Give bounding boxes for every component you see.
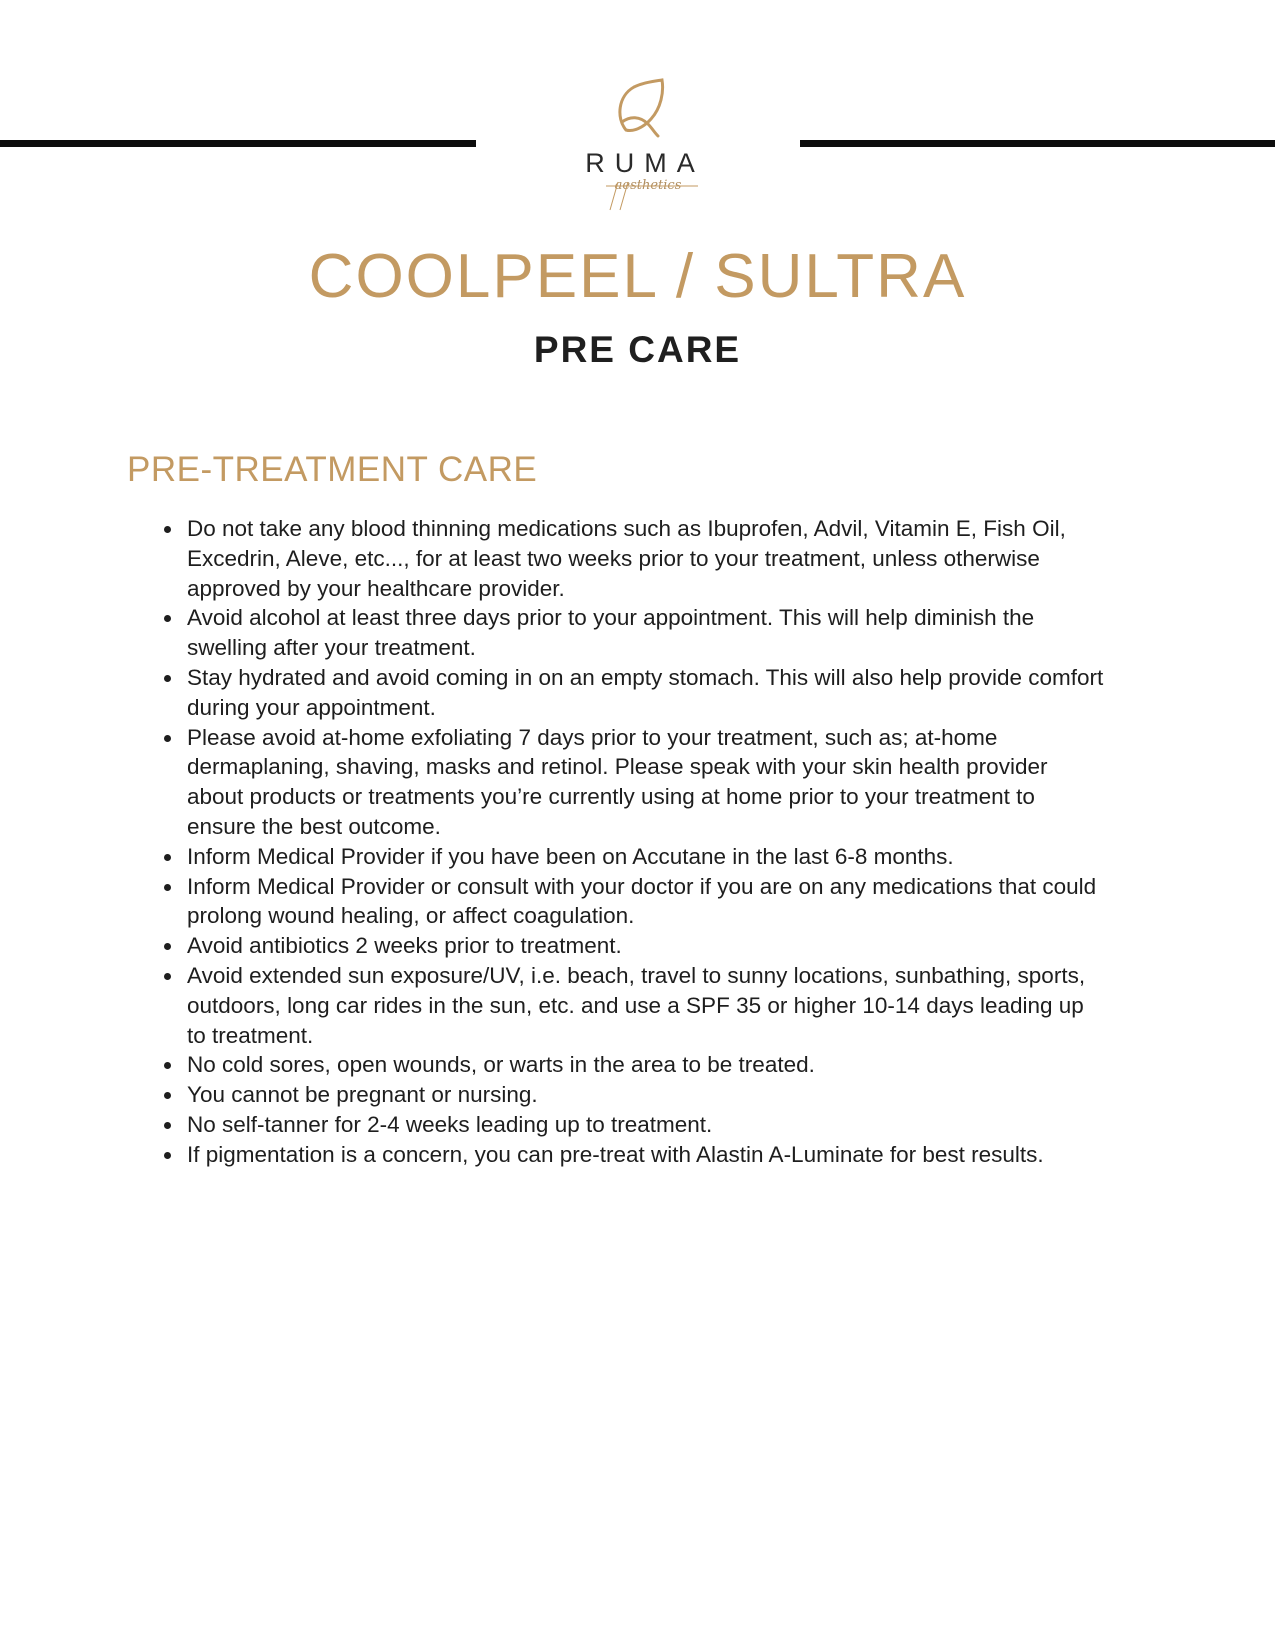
list-item <box>187 872 1107 932</box>
bullet-icon <box>164 526 171 533</box>
bullet-icon <box>164 973 171 980</box>
list-item-text: Avoid antibiotics 2 weeks prior to treatment. <box>187 933 622 959</box>
list-item-text: No cold sores, open wounds, or warts in the area to be treated. <box>187 1052 815 1078</box>
list-item <box>187 1140 1107 1170</box>
bullet-icon <box>164 615 171 622</box>
list-item-text: Inform Medical Provider or consult with your doctor if you are on any medications that could prolong wound healing, or affect coagulation. <box>187 873 1097 929</box>
bullet-icon <box>164 735 171 742</box>
bullet-icon <box>164 1122 171 1129</box>
list-item <box>187 1080 1107 1110</box>
list-item-text: You cannot be pregnant or nursing. <box>187 1082 538 1108</box>
list-item <box>187 961 1107 1050</box>
page-subtitle: PRE CARE <box>533 329 742 370</box>
bullet-icon <box>164 943 171 950</box>
list-item <box>187 663 1107 723</box>
list-item-text: Inform Medical Provider if you have been on Accutane in the last 6-8 months. <box>187 843 954 869</box>
section-heading: PRE-TREATMENT CARE <box>127 450 538 489</box>
header-rule-left <box>0 140 476 147</box>
list-item <box>187 603 1107 663</box>
bullet-icon <box>164 675 171 682</box>
brand-name: RUMA <box>585 148 705 178</box>
list-item <box>187 1110 1107 1140</box>
list-item-text: Avoid extended sun exposure/UV, i.e. beach, travel to sunny locations, sunbathing, sports, outdoors, long car rides in the sun, etc. and use a SPF 35 or higher 10-14 days leading up to treatment. <box>187 962 1086 1048</box>
signature-flourish <box>588 178 708 212</box>
list-item-text: Stay hydrated and avoid coming in on an empty stomach. This will also help provide comfort during your appointment. <box>187 664 1104 720</box>
list-item-text: If pigmentation is a concern, you can pre-treat with Alastin A-Luminate for best results. <box>187 1141 1044 1167</box>
list-item-text: No self-tanner for 2-4 weeks leading up to treatment. <box>187 1111 713 1137</box>
bullet-icon <box>164 854 171 861</box>
list-item-text: Please avoid at-home exfoliating 7 days prior to your treatment, such as; at-home dermaplaning, shaving, masks and retinol. Please speak with your skin health provider about products or treatments you’re currently using at home prior to your treatment to ensure the best outcome. <box>187 724 1048 839</box>
list-item <box>187 931 1107 961</box>
bullet-icon <box>164 1092 171 1099</box>
header-rule-right <box>800 140 1275 147</box>
list-item <box>187 1050 1107 1080</box>
brand-tagline: aesthetics <box>614 178 682 193</box>
list-item-text: Avoid alcohol at least three days prior to your appointment. This will help diminish the swelling after your treatment. <box>187 605 1035 661</box>
brand-logo <box>560 78 720 212</box>
pre-treatment-list <box>187 514 1107 1170</box>
list-item <box>187 842 1107 872</box>
bullet-icon <box>164 1062 171 1069</box>
list-item <box>187 723 1107 842</box>
list-item <box>187 514 1107 603</box>
leaf-icon <box>612 78 668 138</box>
list-item-text: Do not take any blood thinning medications such as Ibuprofen, Advil, Vitamin E, Fish Oil, Excedrin, Aleve, etc..., for at least two weeks prior to your treatment, unless otherwise approved by your healthcare provider. <box>187 516 1066 601</box>
page-title: COOLPEEL / SULTRA <box>308 242 967 311</box>
bullet-icon <box>164 884 171 891</box>
bullet-icon <box>164 1152 171 1159</box>
